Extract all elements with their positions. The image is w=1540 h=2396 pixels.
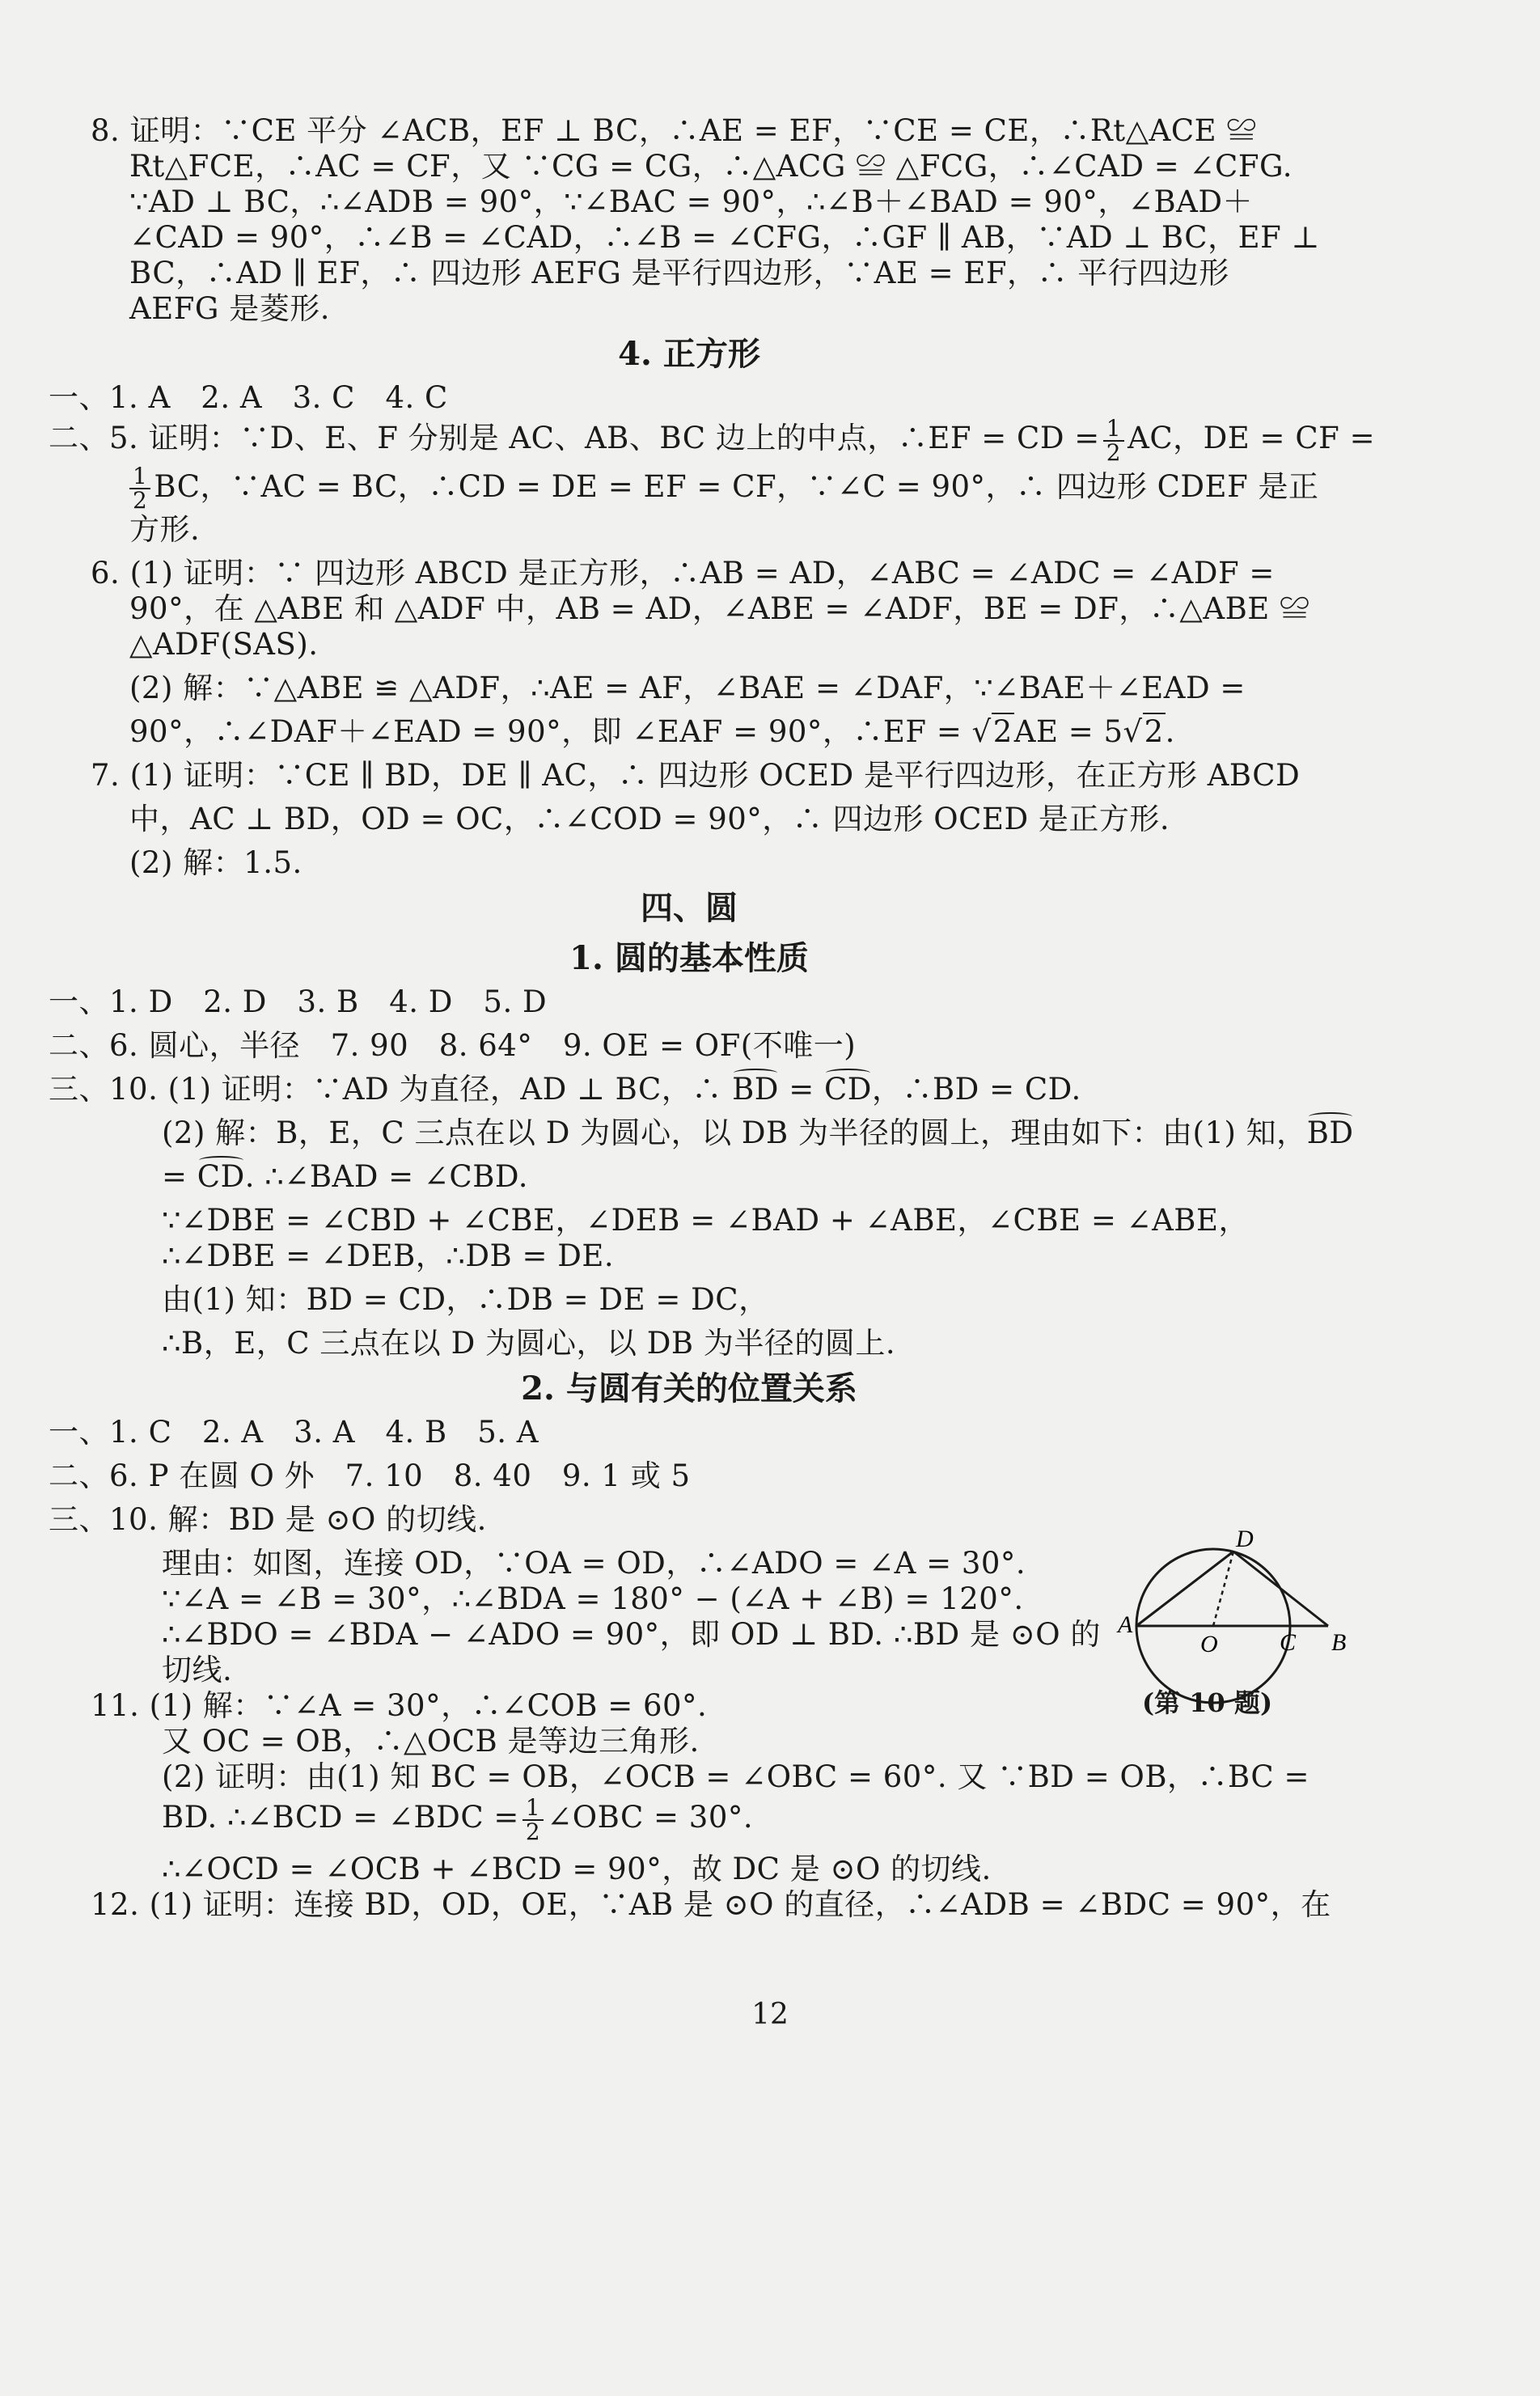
basic-properties-answers: [49, 984, 1354, 1361]
section-heading-basic-properties: 1. 圆的基本性质: [569, 939, 809, 977]
text-run: (2) 解：B，E，C 三点在以 D 为圆心，以 DB 为半径的圆上，理由如下：由(1) 知，: [162, 1115, 1307, 1150]
text-line: 6. (1) 证明：∵ 四边形 ABCD 是正方形，∴AB = AD，∠ABC = ∠ADC = ∠ADF =: [91, 556, 1275, 591]
text-line: 二、6. 圆心，半径 7. 90 8. 64° 9. OE = OF(不唯一): [49, 1028, 857, 1063]
text-line: ∵∠A = ∠B = 30°，∴∠BDA = 180° − (∠A + ∠B) = 120°.: [162, 1581, 1024, 1616]
segment-db: [1233, 1551, 1328, 1626]
chapter-heading-circle: 四、圆: [641, 889, 738, 927]
text-line: ∴∠BDO = ∠BDA − ∠ADO = 90°，即 OD ⊥ BD. ∴BD 是 ⊙O 的: [162, 1617, 1101, 1652]
text-run: AC，DE = CF =: [1128, 421, 1376, 455]
text-line: 11. (1) 解：∵∠A = 30°，∴∠COB = 60°.: [91, 1688, 708, 1723]
text-run: BD. ∴∠BCD = ∠BDC =: [162, 1800, 519, 1835]
section-heading-position: 2. 与圆有关的位置关系: [521, 1369, 857, 1408]
text-line: 二、6. P 在圆 O 外 7. 10 8. 40 9. 1 或 5: [49, 1458, 691, 1493]
text-run: . ∴∠BAD = ∠CBD.: [244, 1159, 529, 1194]
text-line: 三、10. 解：BD 是 ⊙O 的切线.: [49, 1502, 487, 1537]
arc-bd: BD: [1306, 1115, 1354, 1150]
text-line: ∴∠DBE = ∠DEB，∴DB = DE.: [162, 1238, 615, 1273]
text-line: 中，AC ⊥ BD，OD = OC，∴∠COD = 90°，∴ 四边形 OCED 是正方形.: [129, 802, 1170, 836]
text-run: =: [162, 1159, 197, 1194]
point-label-a: A: [1118, 1611, 1133, 1638]
fraction: [129, 465, 150, 512]
text-line: (2) 解：1.5.: [129, 845, 302, 880]
text-line: 90°，在 △ABE 和 △ADF 中，AB = AD，∠ABE = ∠ADF，BE = DF，∴△ABE ≌: [129, 591, 1310, 626]
text-line: 7. (1) 证明：∵CE ∥ BD，DE ∥ AC，∴ 四边形 OCED 是平行四边形，在正方形 ABCD: [91, 758, 1301, 793]
fraction-numerator: 1: [522, 1797, 544, 1821]
text-line: 一、1. A 2. A 3. C 4. C: [49, 380, 448, 415]
text-line: 一、1. D 2. D 3. B 4. D 5. D: [49, 984, 548, 1019]
text-line: (2) 证明：由(1) 知 BC = OB，∠OCB = ∠OBC = 60°. 又 ∵BD = OB，∴BC =: [162, 1759, 1309, 1794]
text-line: 由(1) 知：BD = CD，∴DB = DE = DC，: [162, 1282, 769, 1317]
text-line: [49, 1159, 1330, 1195]
segment-od: [1213, 1551, 1233, 1626]
problem-8: [49, 113, 1330, 327]
fraction-denominator: 2: [525, 1818, 541, 1845]
point-label-b: B: [1331, 1629, 1347, 1656]
fraction: [1103, 414, 1124, 466]
text-line: 一、1. C 2. A 3. A 4. B 5. A: [49, 1415, 539, 1450]
text-run: AE = 5√: [1013, 714, 1143, 749]
text-line: ∠CAD = 90°，∴∠B = ∠CAD，∴∠B = ∠CFG，∴GF ∥ AB，∵AD ⊥ BC，EF ⊥: [129, 220, 1320, 255]
text-line: ∴∠OCD = ∠OCB + ∠BCD = 90°，故 DC 是 ⊙O 的切线.: [162, 1851, 992, 1886]
square-answers: [49, 380, 1376, 881]
text-line: BC，∴AD ∥ EF，∴ 四边形 AEFG 是平行四边形，∵AE = EF，∴ 平行四边形: [129, 256, 1229, 290]
point-label-c: C: [1280, 1629, 1297, 1656]
text-line: △ADF(SAS).: [129, 627, 319, 662]
text-run: 三、10. (1) 证明：∵AD 为直径，AD ⊥ BC，∴: [49, 1072, 733, 1107]
text-line: Rt△FCE，∴AC = CF，又 ∵CG = CG，∴△ACG ≌ △FCG，∴∠CAD = ∠CFG.: [129, 149, 1292, 184]
point-label-o: O: [1200, 1631, 1218, 1657]
fraction-denominator: 2: [133, 487, 148, 514]
text-line: [49, 1072, 1330, 1107]
text-line: 8. 证明：∵CE 平分 ∠ACB，EF ⊥ BC，∴AE = EF，∵CE = CE，∴Rt△ACE ≌: [91, 113, 1257, 148]
arc-bd: BD: [732, 1072, 779, 1107]
text-line: 切线.: [162, 1653, 233, 1687]
text-line: [49, 714, 1330, 750]
text-run: ，∴BD = CD.: [871, 1072, 1081, 1107]
text-line: 理由：如图，连接 OD，∵OA = OD，∴∠ADO = ∠A = 30°.: [162, 1546, 1026, 1581]
fraction: [522, 1793, 544, 1845]
arc-cd: CD: [823, 1072, 872, 1107]
text-line: 12. (1) 证明：连接 BD，OD，OE，∵AB 是 ⊙O 的直径，∴∠ADB = ∠BDC = 90°，在: [91, 1886, 1331, 1922]
text-line: ∵AD ⊥ BC，∴∠ADB = 90°，∵∠BAC = 90°，∴∠B＋∠BAD = 90°，∠BAD＋: [129, 184, 1254, 219]
sqrt-radicand: 2: [1144, 714, 1164, 749]
text-run: 二、5. 证明：∵D、E、F 分别是 AC、AB、BC 边上的中点，∴EF = CD =: [49, 421, 1100, 455]
text-run: .: [1165, 714, 1175, 749]
text-run: =: [778, 1072, 824, 1107]
text-line: [49, 1795, 1330, 1844]
page-number: 12: [751, 1998, 789, 2031]
text-line: 又 OC = OB，∴△OCB 是等边三角形.: [162, 1724, 700, 1759]
text-run: ∠OBC = 30°.: [547, 1800, 754, 1835]
text-line: AEFG 是菱形.: [129, 291, 330, 326]
text-run: 90°，∴∠DAF＋∠EAD = 90°，即 ∠EAF = 90°，∴EF = √: [129, 714, 992, 749]
point-label-d: D: [1236, 1529, 1254, 1552]
text-line: 方形.: [129, 512, 201, 547]
text-run: BC，∵AC = BC，∴CD = DE = EF = CF，∵∠C = 90°，∴ 四边形 CDEF 是正: [154, 468, 1319, 504]
text-line: [49, 1115, 1354, 1151]
figure-caption: (第 10 题): [1142, 1687, 1273, 1718]
text-line: [49, 414, 1376, 466]
arc-cd: CD: [197, 1159, 245, 1194]
fraction-numerator: 1: [129, 465, 150, 489]
fraction-denominator: 2: [1106, 438, 1122, 466]
fraction-numerator: 1: [1103, 417, 1124, 442]
sqrt-radicand: 2: [992, 714, 1013, 749]
section-heading-square: 4. 正方形: [618, 335, 760, 373]
text-line: ∵∠DBE = ∠CBD + ∠CBE，∠DEB = ∠BAD + ∠ABE，∠CBE = ∠ABE，: [162, 1203, 1250, 1238]
segment-ad: [1136, 1551, 1233, 1626]
text-line: ∴B，E，C 三点在以 D 为圆心，以 DB 为半径的圆上.: [162, 1326, 896, 1361]
text-line: (2) 解：∵△ABE ≌ △ADF，∴AE = AF，∠BAE = ∠DAF，∵∠BAE＋∠EAD =: [129, 671, 1246, 705]
text-line: [49, 464, 1330, 513]
